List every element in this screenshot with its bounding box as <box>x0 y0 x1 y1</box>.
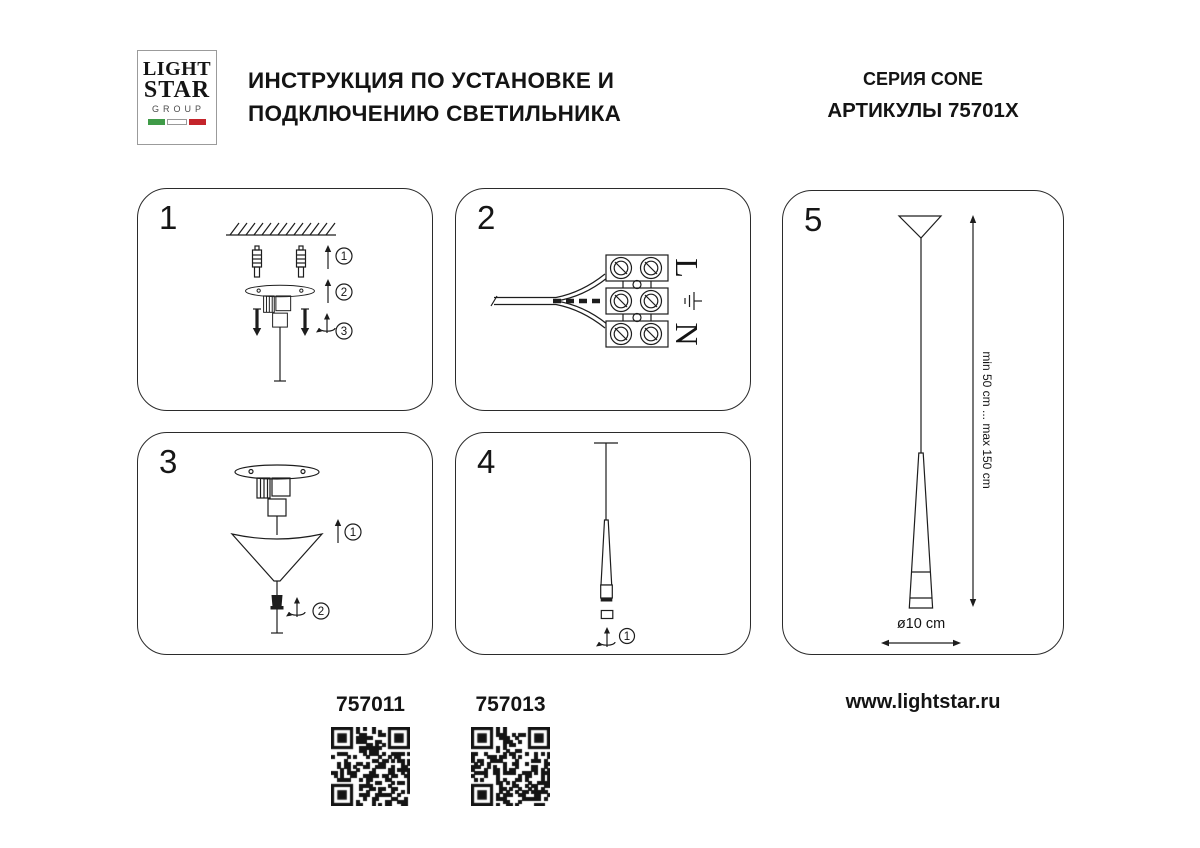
website-link: www.lightstar.ru <box>845 691 1001 713</box>
logo-text: GROUP <box>151 104 205 114</box>
svg-text:1: 1 <box>340 251 348 263</box>
step-arrow-icon <box>335 519 341 543</box>
terminal-block-icon <box>606 255 668 347</box>
qr-code <box>471 727 550 806</box>
panel-number: 1 <box>159 199 178 236</box>
panel-step-3 <box>137 432 433 655</box>
italian-flag-icon <box>148 119 206 125</box>
height-dimension-label: min 50 cm ... max 150 cm <box>980 351 994 489</box>
articles-code: АРТИКУЛЫ 75701X <box>827 99 1019 122</box>
panel-number: 3 <box>159 443 178 480</box>
step-2-badge <box>313 603 329 619</box>
flag-red-stripe <box>189 119 206 125</box>
rotate-arrow-icon <box>286 597 305 617</box>
screw-icon <box>301 309 309 336</box>
svg-text:2: 2 <box>340 287 348 299</box>
screw-icon <box>253 309 261 336</box>
page-title <box>248 64 621 130</box>
earth-ground-icon <box>685 292 702 310</box>
step-arrow-icon <box>325 245 331 269</box>
ceiling-icon <box>226 223 336 235</box>
series-header <box>782 69 1064 123</box>
ceiling-canopy-icon <box>899 216 941 238</box>
svg-text:1: 1 <box>623 631 631 643</box>
panel-number: 4 <box>477 443 496 480</box>
step-arrow-icon <box>325 279 331 303</box>
mounting-bracket-icon <box>235 465 319 516</box>
svg-text:3: 3 <box>340 326 348 338</box>
diameter-dimension-label: ø10 cm <box>896 616 946 632</box>
flag-green-stripe <box>148 119 165 125</box>
logo-text: LIGHT <box>142 58 212 80</box>
title-line-1: ИНСТРУКЦИЯ ПО УСТАНОВКЕ И <box>248 68 615 93</box>
qr-code <box>331 727 410 806</box>
cord-grip-icon <box>271 595 284 610</box>
step-2-badge <box>336 284 352 300</box>
rotate-arrow-icon <box>596 627 615 647</box>
wall-anchor-icon <box>253 246 262 277</box>
step-1-badge <box>620 629 635 644</box>
suspension-cable-icon <box>594 443 618 520</box>
terminal-label-live: L <box>669 258 705 278</box>
article-code: 757011 <box>336 693 405 716</box>
lamp-socket-icon <box>601 611 613 619</box>
height-dimension-arrow <box>970 215 976 607</box>
terminal-label-neutral: N <box>669 322 705 346</box>
lightstar-logo <box>137 50 217 145</box>
wall-anchor-icon <box>297 246 306 277</box>
flag-white-stripe <box>167 119 186 125</box>
panel-step-2 <box>455 188 751 411</box>
panel-step-4 <box>455 432 751 655</box>
diameter-dimension-arrow <box>881 640 961 646</box>
suspension-cable-icon <box>274 327 286 381</box>
step-3-badge <box>336 323 352 339</box>
wire-icon <box>553 274 607 328</box>
svg-text:1: 1 <box>349 527 357 539</box>
cone-shade-icon <box>232 534 322 581</box>
svg-text:2: 2 <box>317 606 325 618</box>
series-name: СЕРИЯ CONE <box>863 69 983 89</box>
step-1-badge <box>336 248 352 264</box>
rotate-arrow-icon <box>316 313 335 333</box>
panel-step-5 <box>782 190 1064 655</box>
suspension-cable-icon <box>271 610 283 634</box>
pendant-cone-icon <box>601 520 613 602</box>
title-line-2: ПОДКЛЮЧЕНИЮ СВЕТИЛЬНИКА <box>248 101 622 126</box>
panel-number: 2 <box>477 199 496 236</box>
article-code: 757013 <box>475 693 546 716</box>
logo-text: STAR <box>143 77 211 103</box>
panel-number: 5 <box>804 201 823 238</box>
mains-cable-icon <box>491 296 556 306</box>
pendant-cone-icon <box>909 453 932 608</box>
panel-step-1 <box>137 188 433 411</box>
step-1-badge <box>345 524 361 540</box>
